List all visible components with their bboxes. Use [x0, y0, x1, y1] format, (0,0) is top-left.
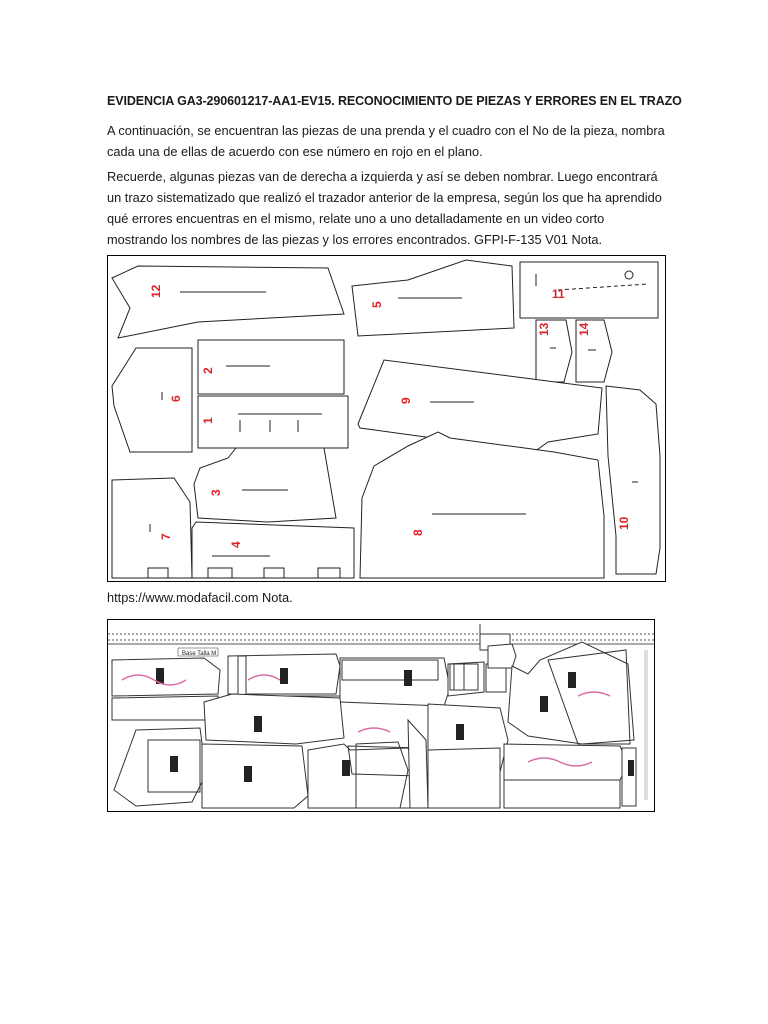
piece-number-8: 8: [411, 529, 425, 536]
piece-number-4: 4: [229, 541, 243, 548]
piece-number-1: 1: [201, 417, 215, 424]
piece-number-13: 13: [537, 322, 551, 336]
marker-size-label: Base Talla M: [182, 651, 217, 657]
piece-number-9: 9: [399, 397, 413, 404]
piece-number-7: 7: [159, 533, 173, 540]
document-title: EVIDENCIA GA3-290601217-AA1-EV15. RECONOCIMIENTO DE PIEZAS Y ERRORES EN EL TRAZO: [107, 94, 682, 108]
piece-number-11: 11: [552, 287, 565, 301]
pattern-pieces-drawing: [108, 256, 665, 581]
piece-number-10: 10: [617, 516, 631, 530]
piece-number-14: 14: [577, 322, 591, 336]
piece-number-5: 5: [370, 301, 384, 308]
marker-layout-drawing: [108, 620, 654, 811]
piece-number-12: 12: [149, 284, 163, 298]
piece-number-2: 2: [201, 367, 215, 374]
pattern-pieces-figure: [107, 255, 666, 582]
marker-layout-figure: [107, 619, 655, 812]
instructions-paragraph-2: Recuerde, algunas piezas van de derecha a izquierda y así se deben nombrar. Luego encontrará un trazo sistematizado que realizó el trazador anterior de la empresa, según los que ha aprendido qué errores encuentras en el mismo, relate uno a uno detalladamente en un video corto mostrando los nombres de las piezas y los errores encontrados. GFPI-F-135 V01 Nota.: [107, 169, 662, 247]
piece-number-6: 6: [169, 395, 183, 402]
piece-number-3: 3: [209, 489, 223, 496]
figure-caption: https://www.modafacil.com Nota.: [107, 590, 293, 605]
instructions-paragraph: A continuación, se encuentran las piezas de una prenda y el cuadro con el No de la pieza, nombra cada una de ellas de acuerdo con ese número en rojo en el plano.: [107, 123, 665, 159]
